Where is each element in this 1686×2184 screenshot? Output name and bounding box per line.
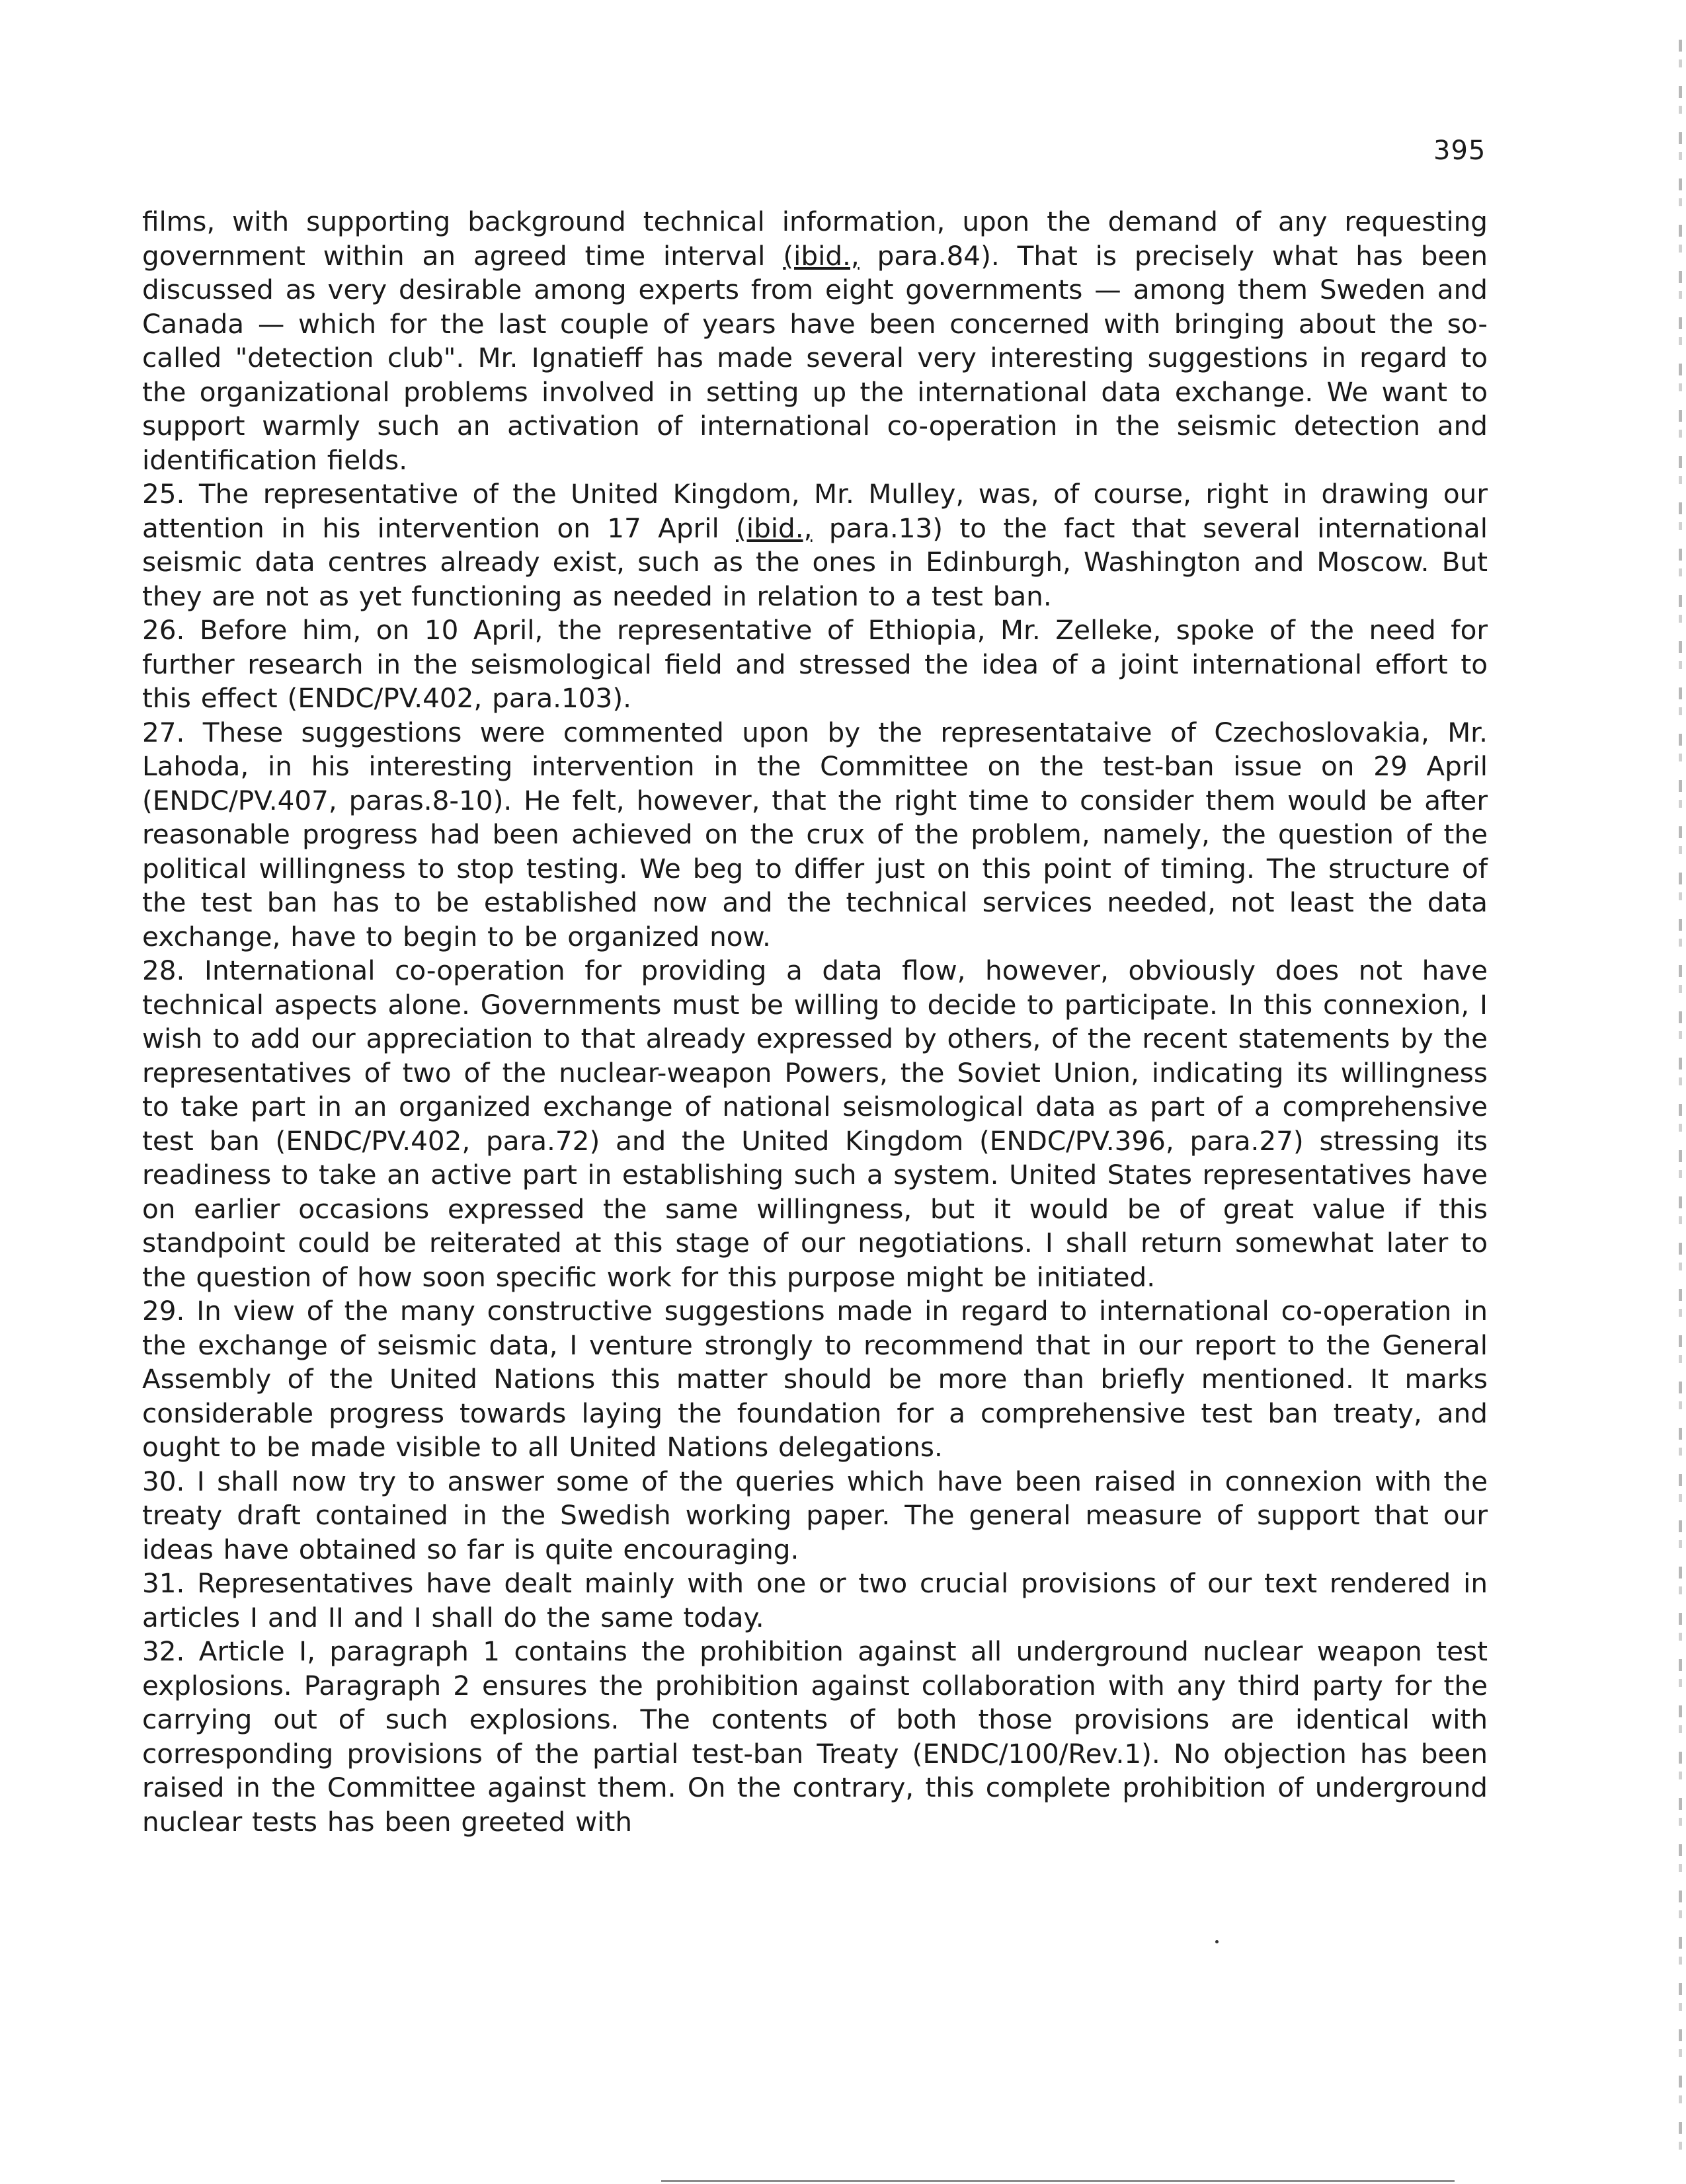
paragraph-26: 26. Before him, on 10 April, the representative of Ethiopia, Mr. Zelleke, spoke of the need for further research in the seismological field and stressed the idea of a joint international effort to this effect (ENDC/PV.402, para.103).: [142, 614, 1488, 714]
paragraph-text: 25. The representative of the United Kingdom, Mr. Mulley, was, of course, right in drawing our attention in his intervention on 17 April: [142, 478, 1488, 544]
bottom-rule: [661, 2180, 1455, 2182]
paragraph-text: para.84). That is precisely what has been discussed as very desirable among experts from eight governments — among them Sweden and Canada — which for the last couple of years have been concerned with bringing about the so-called "detection club". Mr. Ignatieff has made several very interesting suggestions in regard to the organizational problems involved in setting up the international data exchange. We want to support warmly such an activation of international co-operation in the seismic detection and identification fields.: [142, 239, 1488, 476]
paragraph-28: 28. International co-operation for providing a data flow, however, obviously does not have technical aspects alone. Governments must be willing to decide to participate. In this connexion, I wish to add our appreciation to that already expressed by others, of the recent statements by the representatives of two of the nuclear-weapon Powers, the Soviet Union, indicating its willingness to take part in an organized exchange of national seismological data as part of a comprehensive test ban (ENDC/PV.402, para.72) and the United Kingdom (ENDC/PV.396, para.27) stressing its readiness to take an active part in establishing such a system. United States representatives have on earlier occasions expressed the same willingness, but it would be of great value if this standpoint could be reiterated at this stage of our negotiations. I shall return somewhat later to the question of how soon specific work for this purpose might be initiated.: [142, 955, 1488, 1293]
paragraph-continued: [142, 205, 1488, 477]
scan-edge-artifact: [1679, 40, 1682, 2155]
scan-speck: [1215, 1940, 1219, 1943]
paragraph-27: 27. These suggestions were commented upon by the representataive of Czechoslovakia, Mr. Lahoda, in his interesting intervention in the Committee on the test-ban issue on 29 April (ENDC/PV.407, paras.8-10). He felt, however, that the right time to consider them would be after reasonable progress had been achieved on the crux of the problem, namely, the question of the political willingness to stop testing. We beg to differ just on this point of timing. The structure of the test ban has to be established now and the technical services needed, not least the data exchange, have to begin to be organized now.: [142, 716, 1488, 953]
paragraph-29: 29. In view of the many constructive suggestions made in regard to international co-operation in the exchange of seismic data, I venture strongly to recommend that in our report to the General Assembly of the United Nations this matter should be more than briefly mentioned. It marks considerable progress towards laying the foundation for a comprehensive test ban treaty, and ought to be made visible to all United Nations delegations.: [142, 1295, 1488, 1463]
paragraph-30: 30. I shall now try to answer some of the queries which have been raised in connexion with the treaty draft contained in the Swedish working paper. The general measure of support that our ideas have obtained so far is quite encouraging.: [142, 1465, 1488, 1565]
paragraph-text: para.13) to the fact that several international seismic data centres already exist, such as the ones in Edinburgh, Washington and Moscow. But they are not as yet functioning as needed in relation to a test ban.: [142, 512, 1488, 612]
paragraph-25: [142, 477, 1488, 613]
body-text: [142, 205, 1488, 1839]
reference-ibid: (ibid.,: [783, 239, 860, 272]
paragraph-31: 31. Representatives have dealt mainly with one or two crucial provisions of our text rendered in articles I and II and I shall do the same today.: [142, 1567, 1488, 1633]
paragraph-text: films, with supporting background technical information, upon the demand of any requesting government within an agreed time interval: [142, 206, 1488, 272]
reference-ibid: (ibid.,: [736, 512, 813, 544]
paragraph-32: 32. Article I, paragraph 1 contains the prohibition against all underground nuclear weapon test explosions. Paragraph 2 ensures the prohibition against collaboration with any third party for the carrying out of such explosions. The contents of both those provisions are identical with corresponding provisions of the partial test-ban Treaty (ENDC/100/Rev.1). No objection has been raised in the Committee against them. On the contrary, this complete prohibition of underground nuclear tests has been greeted with: [142, 1635, 1488, 1838]
page-number: 395: [1433, 136, 1486, 166]
